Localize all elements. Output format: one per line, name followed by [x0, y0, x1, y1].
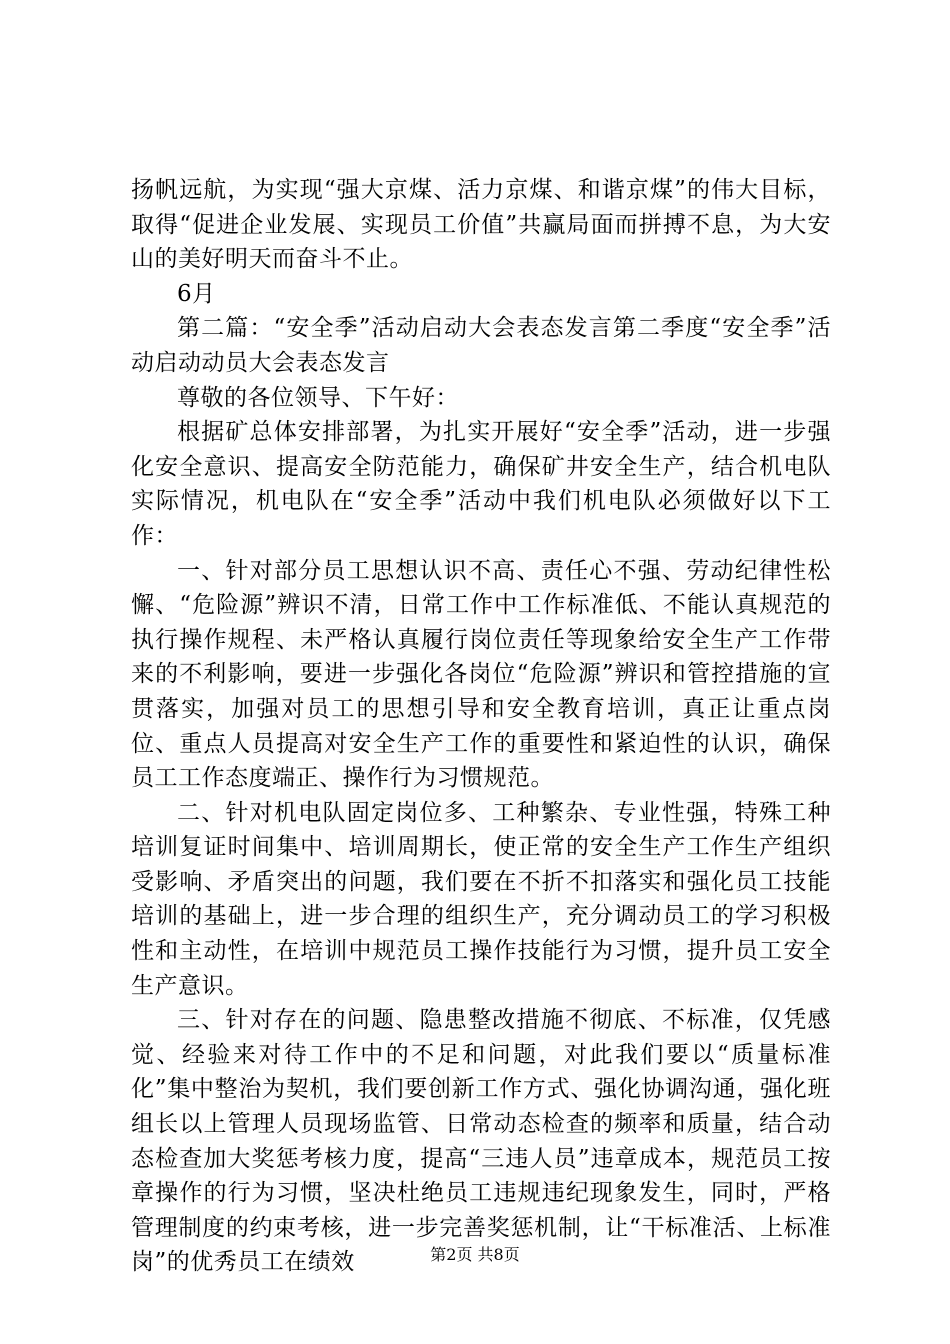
paragraph-5: 根据矿总体安排部署，为扎实开展好“安全季”活动，进一步强化安全意识、提高安全防范能力，确保矿井安全生产，结合机电队实际情况，机电队在“安全季”活动中我们机电队必须做好以下工作： — [131, 419, 831, 549]
paragraph-3: 第二篇：“安全季”活动启动大会表态发言第二季度“安全季”活动启动动员大会表态发言 — [131, 315, 831, 376]
document-body — [131, 173, 831, 1280]
paragraph-4: 尊敬的各位领导、下午好： — [177, 384, 459, 411]
page-footer: 第2页 共8页 — [430, 1245, 520, 1264]
paragraph-7: 二、针对机电队固定岗位多、工种繁杂、专业性强，特殊工种培训复证时间集中、培训周期长，使正常的安全生产工作生产组织受影响、矛盾突出的问题，我们要在不折不扣落实和强化员工技能培训的基础上，进一步合理的组织生产，充分调动员工的学习积极性和主动性，在培训中规范员工操作技能行为习惯，提升员工安全生产意识。 — [131, 799, 831, 999]
paragraph-1: 扬帆远航，为实现“强大京煤、活力京煤、和谐京煤”的伟大目标，取得“促进企业发展、实现员工价值”共赢局面而拼搏不息，为大安山的美好明天而奋斗不止。 — [131, 177, 831, 273]
paragraph-6: 一、针对部分员工思想认识不高、责任心不强、劳动纪律性松懈、“危险源”辨识不清，日常工作中工作标准低、不能认真规范的执行操作规程、未严格认真履行岗位责任等现象给安全生产工作带来的不利影响，要进一步强化各岗位“危险源”辨识和管控措施的宣贯落实，加强对员工的思想引导和安全教育培训，真正让重点岗位、重点人员提高对安全生产工作的重要性和紧迫性的认识，确保员工工作态度端正、操作行为习惯规范。 — [131, 557, 831, 792]
paragraph-8: 三、针对存在的问题、隐患整改措施不彻底、不标准，仅凭感觉、经验来对待工作中的不足和问题，对此我们要以“质量标准化”集中整治为契机，我们要创新工作方式、强化协调沟通，强化班组长以上管理人员现场监管、日常动态检查的频率和质量，结合动态检查加大奖惩考核力度，提高“三违人员”违章成本，规范员工按章操作的行为习惯，坚决杜绝员工违规违纪现象发生，同时，严格管理制度的约束考核，进一步完善奖惩机制，让“干标准活、上标准岗”的优秀员工在绩效 — [131, 1007, 831, 1276]
paragraph-2: 6月 — [177, 280, 216, 307]
